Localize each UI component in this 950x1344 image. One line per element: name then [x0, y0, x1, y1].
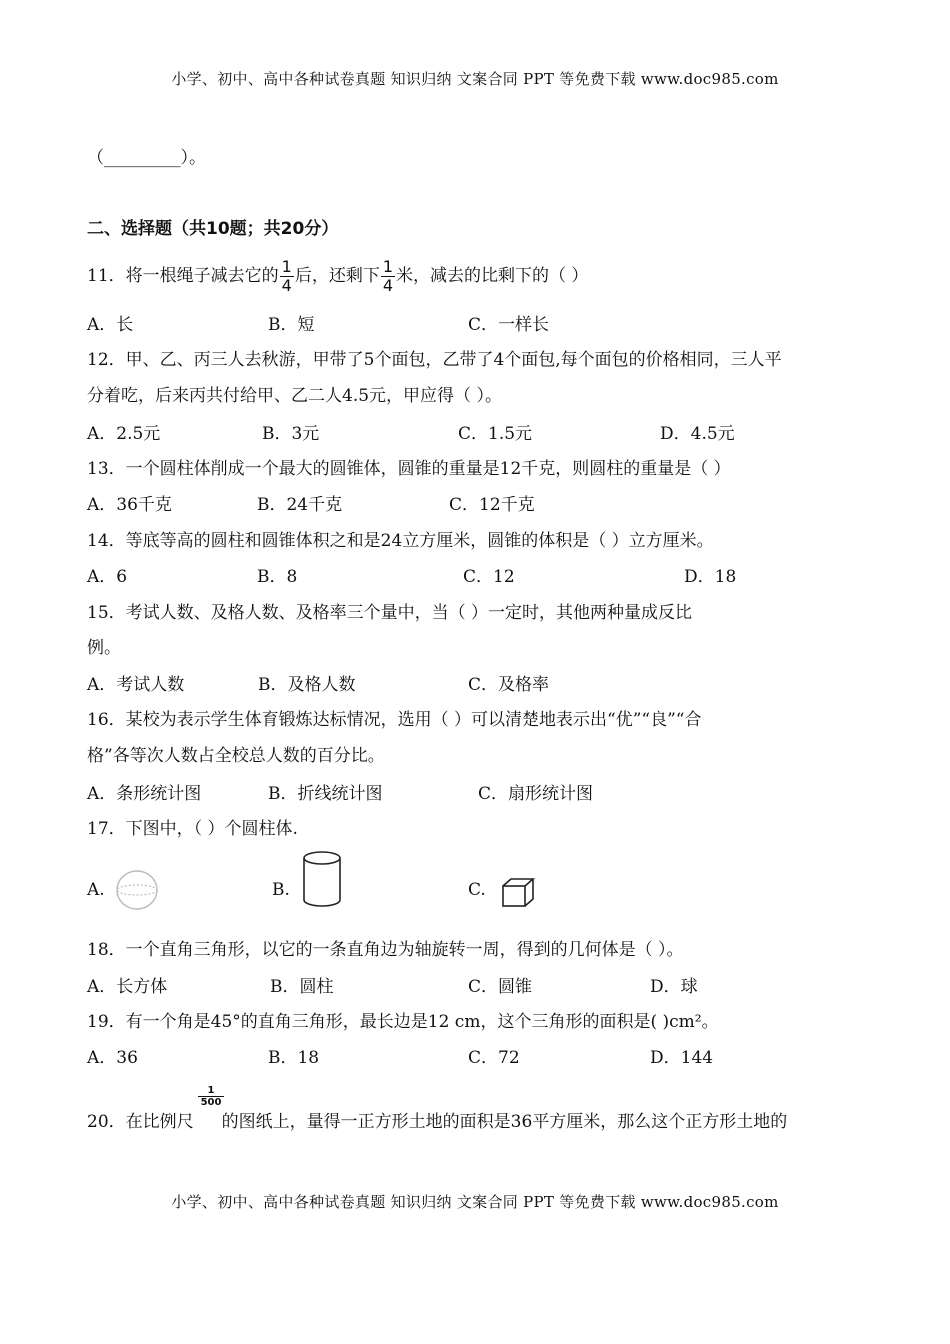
question-12-line1: 12．甲、乙、丙三人去秋游，甲带了5个面包，乙带了4个面包,每个面包的价格相同，三人平 [87, 350, 782, 370]
question-11 [87, 256, 588, 296]
q14-option-c[interactable]: C．12 [463, 567, 515, 587]
section-title: 二、选择题（共10题；共20分） [87, 219, 339, 239]
cylinder-figure-icon [300, 850, 344, 910]
page-footer: 小学、初中、高中各种试卷真题 知识归纳 文案合同 PPT 等免费下载 www.doc985.com [171, 1193, 779, 1211]
page-header: 小学、初中、高中各种试卷真题 知识归纳 文案合同 PPT 等免费下载 www.doc985.com [171, 70, 779, 88]
question-15-line1: 15．考试人数、及格人数、及格率三个量中，当（ ）一定时，其他两种量成反比 [87, 603, 693, 623]
sphere-figure-icon [112, 868, 162, 912]
q19-option-a[interactable]: A．36 [87, 1048, 138, 1068]
q12-option-b[interactable]: B．3元 [262, 424, 320, 444]
q18-option-c[interactable]: C．圆锥 [468, 977, 533, 997]
question-15-line2: 例。 [87, 638, 121, 658]
question-12-line2: 分着吃，后来丙共付给甲、乙二人4.5元，甲应得（ ）。 [87, 386, 502, 406]
q11-option-c[interactable]: C．一样长 [468, 315, 550, 335]
q16-option-a[interactable]: A．条形统计图 [87, 784, 202, 804]
q17-option-a[interactable]: A. [87, 880, 105, 900]
q16-option-b[interactable]: B．折线统计图 [268, 784, 383, 804]
q12-option-d[interactable]: D．4.5元 [660, 424, 735, 444]
fraction-one-quarter: $\frac{1}{4}$ [281, 257, 292, 295]
q18-option-b[interactable]: B．圆柱 [270, 977, 334, 997]
q11-text-post: 米，减去的比剩下的（ ） [396, 266, 589, 286]
question-13: 13．一个圆柱体削成一个最大的圆锥体，圆锥的重量是12千克，则圆柱的重量是（ ） [87, 459, 731, 479]
q12-option-a[interactable]: A．2.5元 [87, 424, 161, 444]
q14-option-d[interactable]: D．18 [684, 567, 737, 587]
fraction-one-quarter-meter: $\frac{1}{4}$ [382, 257, 394, 295]
q19-option-d[interactable]: D．144 [650, 1048, 714, 1068]
q11-option-a[interactable]: A．长 [87, 315, 134, 335]
q15-option-a[interactable]: A．考试人数 [87, 675, 185, 695]
q11-text-pre: 11．将一根绳子减去它的 [87, 266, 279, 286]
question-17: 17．下图中，（ ）个圆柱体. [87, 819, 298, 839]
q11-option-b[interactable]: B．短 [268, 315, 315, 335]
q13-option-a[interactable]: A．36千克 [87, 495, 172, 515]
q19-option-b[interactable]: B．18 [268, 1048, 320, 1068]
question-16-line2: 格”各等次人数占全校总人数的百分比。 [87, 746, 385, 766]
q12-option-c[interactable]: C．1.5元 [458, 424, 533, 444]
q11-text-mid: 后，还剩下 [294, 266, 380, 286]
q13-option-b[interactable]: B．24千克 [257, 495, 343, 515]
q20-text-pre: 20．在比例尺 [87, 1112, 194, 1132]
q18-option-a[interactable]: A．长方体 [87, 977, 168, 997]
q14-option-a[interactable]: A．6 [87, 567, 128, 587]
q13-option-c[interactable]: C．12千克 [449, 495, 535, 515]
question-14: 14．等底等高的圆柱和圆锥体积之和是24立方厘米，圆锥的体积是（ ）立方厘米。 [87, 531, 714, 551]
q14-option-b[interactable]: B．8 [257, 567, 298, 587]
q19-option-c[interactable]: C．72 [468, 1048, 520, 1068]
scale-fraction: $\frac{1}{500}$ [198, 1085, 224, 1108]
question-19: 19．有一个角是45°的直角三角形，最长边是12 cm，这个三角形的面积是( )cm²。 [87, 1012, 719, 1032]
question-20 [87, 1110, 787, 1134]
question-16-line1: 16．某校为表示学生体育锻炼达标情况，选用（ ）可以清楚地表示出“优”“良”“合 [87, 710, 702, 730]
q17-option-b[interactable]: B. [272, 880, 290, 900]
q16-option-c[interactable]: C．扇形统计图 [478, 784, 594, 804]
cube-figure-icon [500, 876, 540, 910]
q15-option-c[interactable]: C．及格率 [468, 675, 550, 695]
q18-option-d[interactable]: D．球 [650, 977, 698, 997]
q17-option-c[interactable]: C. [468, 880, 486, 900]
q20-text-post: 的图纸上，量得一正方形土地的面积是36平方厘米，那么这个正方形土地的 [221, 1112, 788, 1132]
q15-option-b[interactable]: B．及格人数 [258, 675, 356, 695]
previous-question-blank: （_________）。 [87, 148, 206, 168]
question-18: 18．一个直角三角形，以它的一条直角边为轴旋转一周，得到的几何体是（ ）。 [87, 940, 684, 960]
